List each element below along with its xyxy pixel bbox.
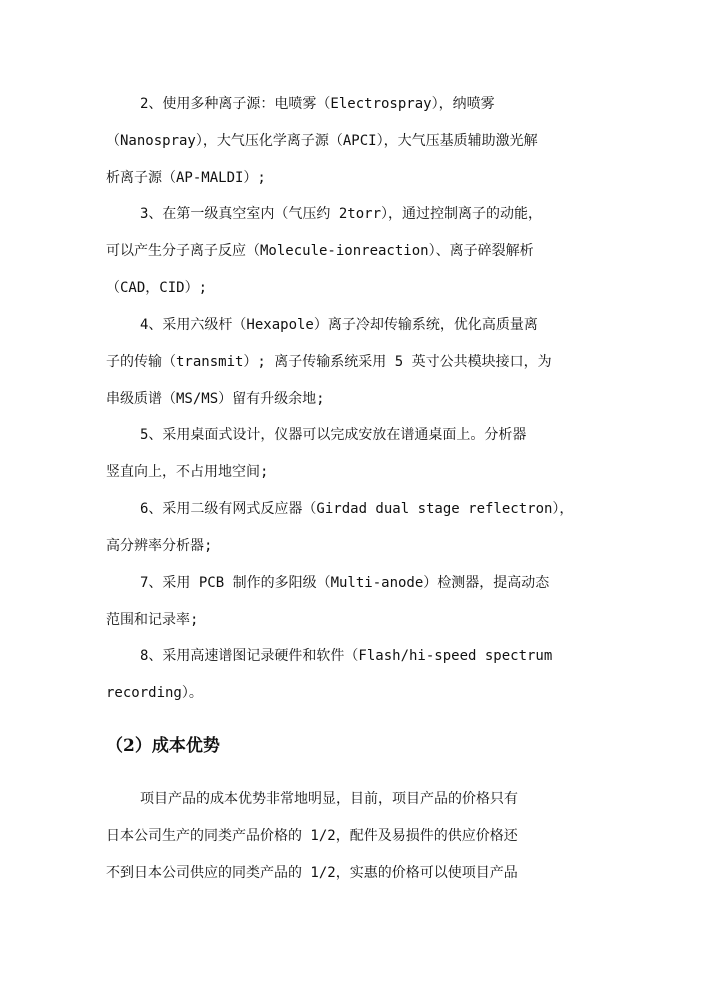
- paragraph-line: 项目产品的成本优势非常地明显，目前，项目产品的价格只有: [140, 791, 518, 807]
- paragraph-item-2: [106, 86, 596, 196]
- paragraph-line: 2、使用多种离子源：电喷雾（Electrospray），纳喷雾: [140, 96, 495, 112]
- paragraph-item-8: [106, 638, 596, 712]
- paragraph-line: 日本公司生产的同类产品价格的 1/2，配件及易损件的供应价格还: [106, 827, 518, 844]
- paragraph-line: 3、在第一级真空室内（气压约 2torr），通过控制离子的动能，: [140, 206, 542, 222]
- paragraph-cost-advantage: [106, 781, 596, 891]
- paragraph-line: 7、采用 PCB 制作的多阳级（Multi-anode）检测器，提高动态: [140, 575, 550, 591]
- paragraph-line: 8、采用高速谱图记录硬件和软件（Flash/hi-speed spectrum: [140, 648, 553, 664]
- paragraph-item-7: [106, 565, 596, 639]
- paragraph-item-5: [106, 417, 596, 491]
- paragraph-line: 析离子源（AP-MALDI）;: [106, 169, 266, 186]
- paragraph-item-4: [106, 307, 596, 417]
- paragraph-item-3: [106, 196, 596, 306]
- paragraph-line: 4、采用六级杆（Hexapole）离子冷却传输系统，优化高质量离: [140, 317, 538, 333]
- paragraph-item-6: [106, 491, 596, 565]
- paragraph-line: 范围和记录率;: [106, 611, 199, 628]
- paragraph-line: 高分辨率分析器;: [106, 537, 213, 554]
- paragraph-line: recording）。: [106, 684, 203, 701]
- paragraph-line: （Nanospray），大气压化学离子源（APCI），大气压基质辅助激光解: [106, 132, 538, 149]
- paragraph-line: 竖直向上，不占用地空间;: [106, 463, 269, 480]
- paragraph-line: （CAD，CID）;: [106, 279, 208, 296]
- paragraph-line: 子的传输（transmit）; 离子传输系统采用 5 英寸公共模块接口，为: [106, 353, 552, 370]
- section-heading: （2）成本优势: [106, 736, 220, 756]
- paragraph-line: 串级质谱（MS/MS）留有升级余地;: [106, 390, 325, 407]
- paragraph-line: 可以产生分子离子反应（Molecule-ionreaction）、离子碎裂解析: [106, 242, 534, 259]
- paragraph-line: 6、采用二级有网式反应器（Girdad dual stage reflectron），: [140, 501, 574, 517]
- paragraph-line: 5、采用桌面式设计，仪器可以完成安放在谱通桌面上。分析器: [140, 427, 527, 443]
- paragraph-line: 不到日本公司供应的同类产品的 1/2，实惠的价格可以使项目产品: [106, 864, 518, 881]
